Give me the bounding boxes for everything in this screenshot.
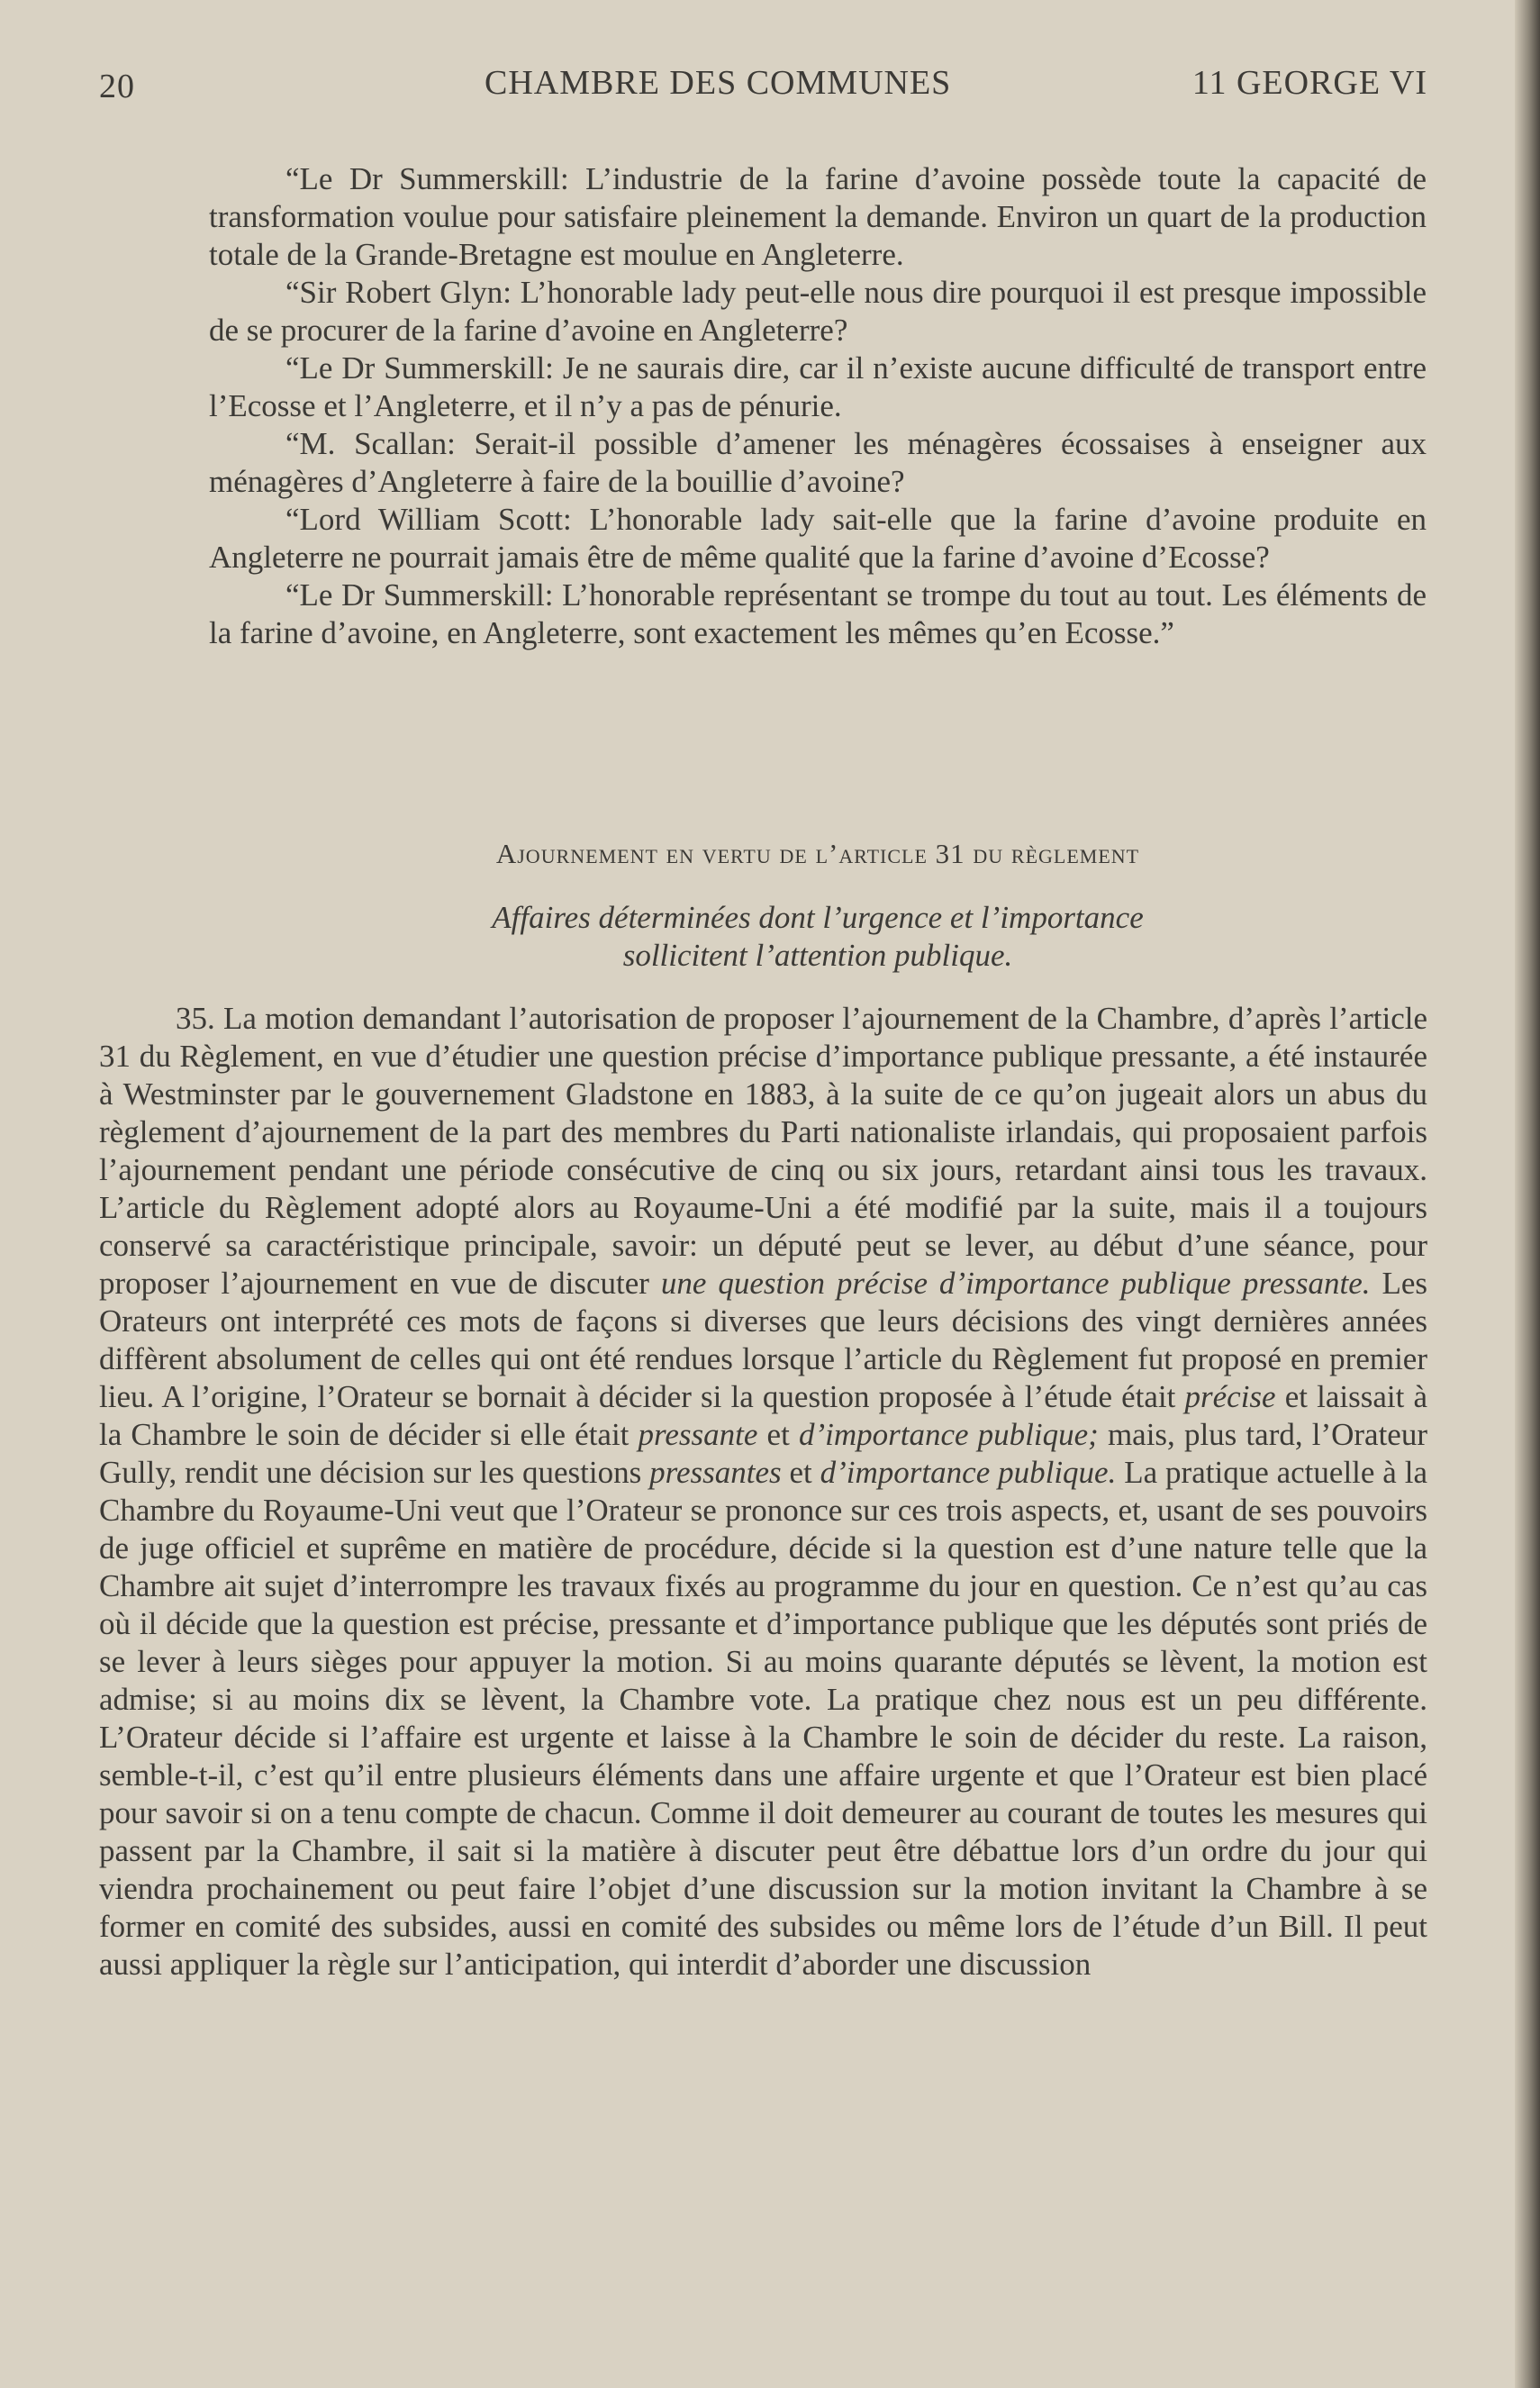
italic-phrase: d’importance publique; bbox=[798, 1417, 1099, 1452]
paragraph-text: Les Orateurs ont interprété ces mots de façons si diverses que leurs décisions des vingt dernières années diffèrent absolument de celles qui ont été rendues lorsque l’article du Règlement fut proposé en premier lieu. A l’origine, l’Orateur se bornait à décider si la question proposée à l’étude était bbox=[99, 1266, 1427, 1414]
quote-paragraph: “Lord William Scott: L’honorable lady sait-elle que la farine d’avoine produite en Angleterre ne pourrait jamais être de même qualité que la farine d’avoine d’Ecosse? bbox=[209, 502, 1427, 575]
paragraph-text: et laissait à la Chambre le soin de décider si elle était bbox=[99, 1379, 1427, 1452]
paragraph-text: et bbox=[781, 1455, 820, 1490]
page-edge-shadow bbox=[1515, 0, 1540, 2388]
paragraph-number: 35. bbox=[176, 1001, 215, 1036]
quote-paragraph: “Le Dr Summerskill: L’honorable représentant se trompe du tout au tout. Les éléments de la farine d’avoine, en Angleterre, sont exactement les mêmes qu’en Ecosse.” bbox=[209, 577, 1427, 650]
quoted-exchange bbox=[209, 160, 1427, 652]
italic-phrase: précise bbox=[1184, 1379, 1276, 1414]
paragraph-text: mais, plus tard, l’Orateur Gully, rendit une décision sur les questions bbox=[99, 1417, 1427, 1490]
paragraph-text: La pratique actuelle à la Chambre du Royaume-Uni veut que l’Orateur se prononce sur ces trois aspects, et, usant de ses pouvoirs de juge officiel et suprême en matière de procédure, décide si la question est d’une nature telle que la Chambre ait sujet d’interrompre les travaux fixés au programme du jour en question. Ce n’est qu’au cas où il décide que la question est précise, pressante et d’importance publique que les députés sont priés de se lever à leurs sièges pour appuyer la motion. Si au moins quarante députés se lèvent, la motion est admise; si au moins dix se lèvent, la Chambre vote. La pratique chez nous est un peu différente. L’Orateur décide si l’affaire est urgente et laisse à la Chambre le soin de décider du reste. La raison, semble-t-il, c’est qu’il entre plusieurs éléments dans une affaire urgente et que l’Orateur est bien placé pour savoir si on a tenu compte de chacun. Comme il doit demeurer au courant de toutes les mesures qui passent par la Chambre, il sait si la matière à discuter peut être débattue lors d’un ordre du jour qui viendra prochainement ou peut faire l’objet d’une discussion sur la motion invitant la Chambre à se former en comité des subsides, aussi en comité des subsides ou même lors de l’étude d’un Bill. Il peut aussi appliquer la règle sur l’anticipation, qui interdit d’aborder une discussion bbox=[99, 1455, 1427, 1982]
subheading-line: sollicitent l’attention publique. bbox=[622, 938, 1013, 973]
paragraph-35 bbox=[99, 1000, 1427, 1984]
quote-paragraph: “Le Dr Summerskill: Je ne saurais dire, car il n’existe aucune difficulté de transport entre l’Ecosse et l’Angleterre, et il n’y a pas de pénurie. bbox=[209, 350, 1427, 423]
section-heading: Ajournement en vertu de l’article 31 du règlement bbox=[495, 838, 1140, 869]
quote-paragraph: “M. Scallan: Serait-il possible d’amener les ménagères écossaises à enseigner aux ménagères d’Angleterre à faire de la bouillie d’avoine? bbox=[209, 426, 1427, 499]
running-title: CHAMBRE DES COMMUNES bbox=[485, 64, 952, 102]
paragraph-text: et bbox=[757, 1417, 799, 1452]
quote-paragraph: “Sir Robert Glyn: L’honorable lady peut-elle nous dire pourquoi il est presque impossible de se procurer de la farine d’avoine en Angleterre? bbox=[209, 275, 1427, 348]
page-number: 20 bbox=[99, 68, 135, 105]
italic-phrase: pressantes bbox=[649, 1455, 782, 1490]
section-subheading bbox=[209, 899, 1427, 975]
page-header bbox=[99, 63, 1427, 117]
quote-paragraph: “Le Dr Summerskill: L’industrie de la farine d’avoine possède toute la capacité de transformation voulue pour satisfaire pleinement la demande. Environ un quart de la production totale de la Grande-Bretagne est moulue en Angleterre. bbox=[209, 161, 1427, 272]
paragraph-text: La motion demandant l’autorisation de proposer l’ajournement de la Chambre, d’après l’article 31 du Règlement, en vue d’étudier une question précise d’importance publique pressante, a été instaurée à Westminster par le gouvernement Gladstone en 1883, à la suite de ce qu’on jugeait alors un abus du règlement d’ajournement de la part des membres du Parti nationaliste irlandais, qui proposaient parfois l’ajournement pendant une période consécutive de cinq ou six jours, retardant ainsi tous les travaux. L’article du Règlement adopté alors au Royaume-Uni a été modifié par la suite, mais il a toujours conservé sa caractéristique principale, savoir: un député peut se lever, au début d’une séance, pour proposer l’ajournement en vue de discuter bbox=[99, 1001, 1427, 1301]
italic-phrase: une question précise d’importance publique pressante. bbox=[660, 1266, 1371, 1301]
italic-phrase: d’importance publique. bbox=[820, 1455, 1117, 1490]
regnal-year: 11 GEORGE VI bbox=[1191, 64, 1427, 102]
italic-phrase: pressante bbox=[638, 1417, 758, 1452]
subheading-line: Affaires déterminées dont l’urgence et l’importance bbox=[492, 900, 1144, 935]
